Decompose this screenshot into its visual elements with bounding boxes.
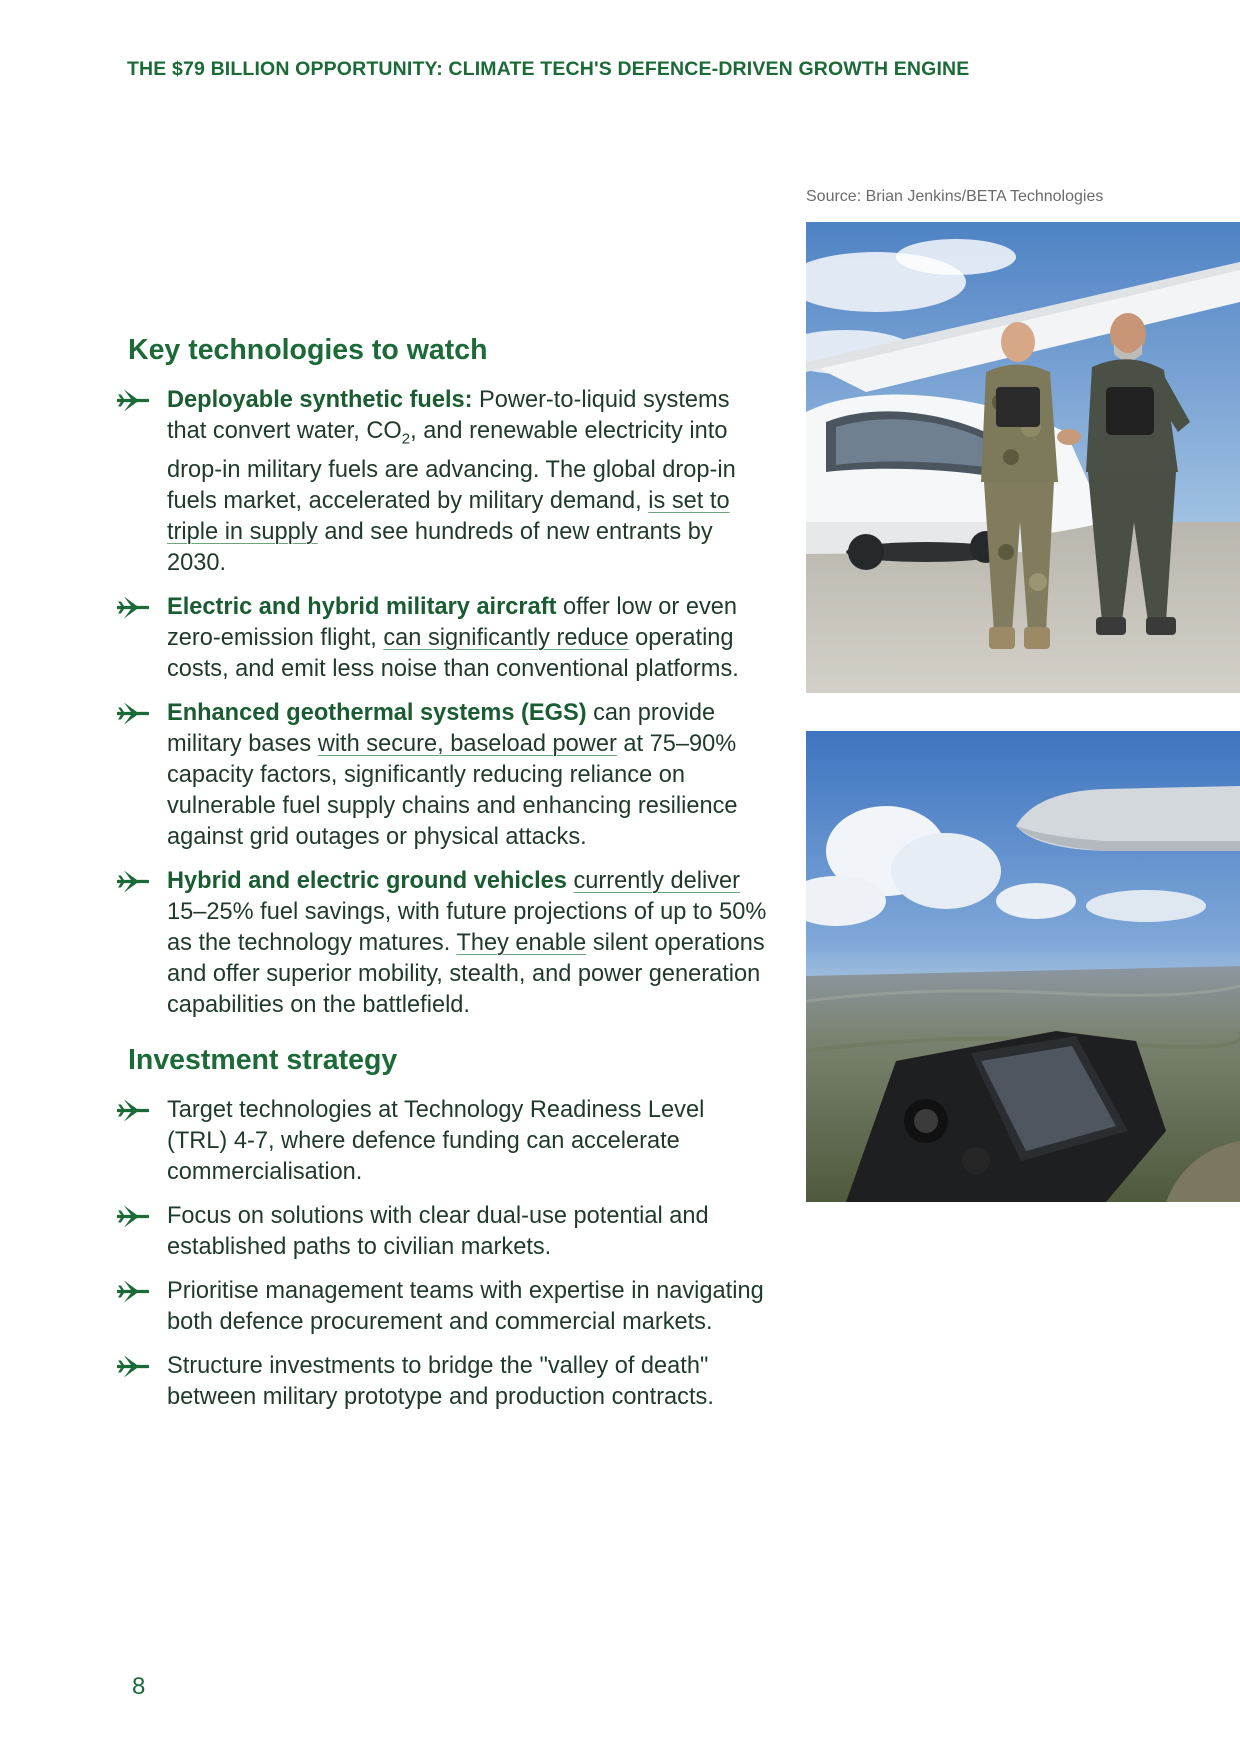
photo-cockpit-view bbox=[806, 731, 1240, 1202]
page-number: 8 bbox=[132, 1673, 146, 1700]
aircraft-icon bbox=[117, 388, 149, 413]
aircraft-icon bbox=[117, 1098, 149, 1123]
aircraft-icon bbox=[117, 595, 149, 620]
photo-pilots-with-aircraft bbox=[806, 222, 1240, 693]
list-item: Target technologies at Technology Readiness Level (TRL) 4-7, where defence funding can accelerate commercialisation. bbox=[117, 1095, 767, 1188]
key-technologies-list bbox=[117, 385, 767, 1021]
aircraft-icon bbox=[117, 701, 149, 726]
source-link[interactable]: with secure, baseload power bbox=[317, 730, 617, 757]
source-link[interactable]: They enable bbox=[456, 929, 587, 956]
list-item-synthetic-fuels: Deployable synthetic fuels: Power-to-liquid systems that convert water, $CO_2$, and renewable electricity into drop-in military fuels are advancing. The global drop-in fuels market, accelerated by military demand, is set to triple in supply and see hundreds of new entrants by 2030. bbox=[117, 385, 767, 579]
item-title: Electric and hybrid military aircraft bbox=[167, 593, 557, 620]
aircraft-icon bbox=[117, 1204, 149, 1229]
photo-source-caption: Source: Brian Jenkins/BETA Technologies bbox=[806, 188, 1104, 205]
list-item-electric-aircraft: Electric and hybrid military aircraft offer low or even zero-emission flight, can significantly reduce operating costs, and emit less noise than conventional platforms. bbox=[117, 592, 767, 685]
list-item: Focus on solutions with clear dual-use potential and established paths to civilian markets. bbox=[117, 1201, 767, 1263]
running-header: THE $79 BILLION OPPORTUNITY: CLIMATE TECH'S DEFENCE-DRIVEN GROWTH ENGINE bbox=[127, 58, 970, 80]
investment-strategy-list bbox=[117, 1095, 767, 1413]
item-title: Hybrid and electric ground vehicles bbox=[167, 867, 567, 894]
list-item: Prioritise management teams with expertise in navigating both defence procurement and commercial markets. bbox=[117, 1276, 767, 1338]
list-item: Structure investments to bridge the "valley of death" between military prototype and production contracts. bbox=[117, 1351, 767, 1413]
source-link[interactable]: is set to triple in supply bbox=[167, 487, 730, 545]
aircraft-icon bbox=[117, 1354, 149, 1379]
aircraft-icon bbox=[117, 1279, 149, 1304]
aircraft-icon bbox=[117, 869, 149, 894]
source-link[interactable]: can significantly reduce bbox=[383, 624, 629, 651]
investment-strategy-heading: Investment strategy bbox=[128, 1044, 398, 1076]
list-item-geothermal: Enhanced geothermal systems (EGS) can provide military bases with secure, baseload power at 75–90% capacity factors, significantly reducing reliance on vulnerable fuel supply chains and enhancing resilience against grid outages or physical attacks. bbox=[117, 698, 767, 853]
item-title: Enhanced geothermal systems (EGS) bbox=[167, 699, 587, 726]
item-title: Deployable synthetic fuels: bbox=[167, 387, 473, 413]
key-technologies-heading: Key technologies to watch bbox=[128, 334, 488, 366]
list-item-ground-vehicles: Hybrid and electric ground vehicles currently deliver 15–25% fuel savings, with future projections of up to 50% as the technology matures. They enable silent operations and offer superior mobility, stealth, and power generation capabilities on the battlefield. bbox=[117, 866, 767, 1021]
source-link[interactable]: currently deliver bbox=[573, 867, 740, 894]
